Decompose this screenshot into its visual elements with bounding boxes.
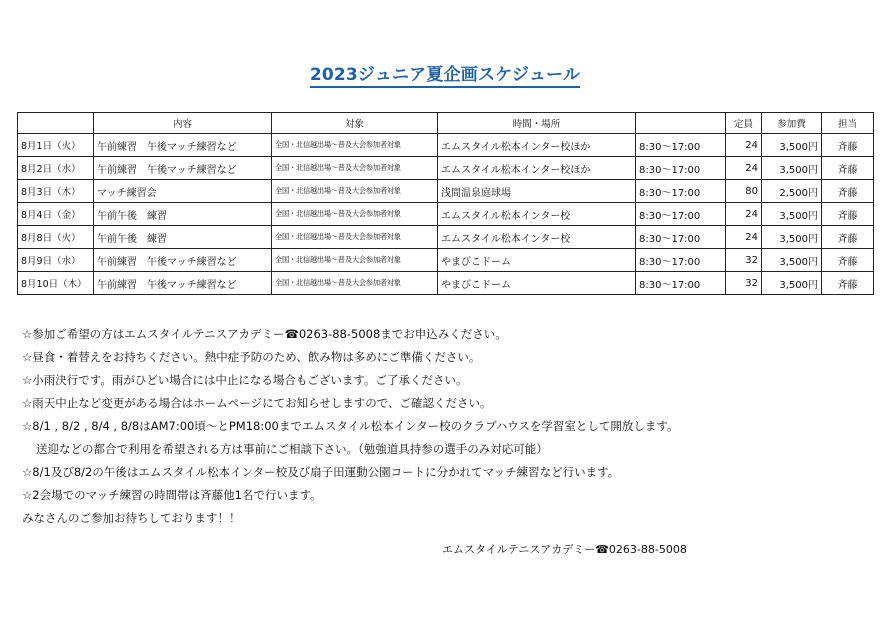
cell-fee: 3,500円 (762, 249, 822, 272)
cell-fee: 3,500円 (762, 157, 822, 180)
cell-date: 8月2日（水） (18, 157, 94, 180)
note-line: ☆雨天中止など変更がある場合はホームページにてお知らせしますので、ご確認ください。 (22, 396, 492, 410)
cell-time: 8:30～17:00 (636, 249, 726, 272)
note-line: ☆2会場でのマッチ練習の時間帯は斉藤他1名で行います。 (22, 488, 322, 502)
cell-time: 8:30～17:00 (636, 226, 726, 249)
table-row (18, 180, 874, 203)
cell-target: 全国・北信越出場～普及大会参加者対象 (272, 157, 438, 180)
page-title: 2023ジュニア夏企画スケジュール (0, 60, 890, 85)
cell-time: 8:30～17:00 (636, 157, 726, 180)
cell-time: 8:30～17:00 (636, 134, 726, 157)
note-line: 送迎などの都合で利用を希望される方は事前にご相談下さい。（勉強道具持参の選手のみ対応可能） (36, 442, 548, 456)
cell-place: エムスタイル松本インター校ほか (438, 157, 636, 180)
cell-staff: 斉藤 (822, 272, 874, 295)
cell-staff: 斉藤 (822, 249, 874, 272)
cell-target: 全国・北信越出場～普及大会参加者対象 (272, 249, 438, 272)
cell-capacity: 32 (726, 272, 762, 295)
header-time-place: 時間・場所 (438, 113, 636, 134)
cell-capacity: 32 (726, 249, 762, 272)
cell-fee: 3,500円 (762, 203, 822, 226)
closing-message: みなさんのご参加お待ちしております！！ (22, 511, 241, 525)
cell-date: 8月4日（金） (18, 203, 94, 226)
cell-date: 8月10日（木） (18, 272, 94, 295)
cell-date: 8月8日（火） (18, 226, 94, 249)
header-time (636, 113, 726, 134)
table-row (18, 272, 874, 295)
header-capacity: 定員 (726, 113, 762, 134)
schedule-table (17, 112, 874, 295)
cell-place: やまびこドーム (438, 249, 636, 272)
cell-staff: 斉藤 (822, 203, 874, 226)
cell-place: エムスタイル松本インター校 (438, 203, 636, 226)
cell-time: 8:30～17:00 (636, 203, 726, 226)
note-line: ☆8/1及び8/2の午後はエムスタイル松本インター校及び扇子田運動公園コートに分かれてマッチ練習など行います。 (22, 465, 620, 479)
note-line: ☆昼食・着替えをお持ちください。熱中症予防のため、飲み物は多めにご準備ください。 (22, 350, 481, 364)
table-header-row (18, 113, 874, 134)
cell-content: 午前練習 午後マッチ練習など (94, 249, 272, 272)
cell-time: 8:30～17:00 (636, 180, 726, 203)
cell-fee: 3,500円 (762, 272, 822, 295)
cell-capacity: 24 (726, 226, 762, 249)
cell-time: 8:30～17:00 (636, 272, 726, 295)
notes-section (22, 323, 872, 530)
cell-staff: 斉藤 (822, 180, 874, 203)
cell-target: 全国・北信越出場～普及大会参加者対象 (272, 180, 438, 203)
note-line: ☆8/1 , 8/2 , 8/4 , 8/8はAM7:00頃～とPM18:00までエムスタイル松本インター校のクラブハウスを学習室として開放します。 (22, 419, 679, 433)
table-row (18, 134, 874, 157)
cell-fee: 3,500円 (762, 226, 822, 249)
cell-content: 午前練習 午後マッチ練習など (94, 272, 272, 295)
note-line: ☆小雨決行です。雨がひどい場合には中止になる場合もございます。ご了承ください。 (22, 373, 468, 387)
header-staff: 担当 (822, 113, 874, 134)
cell-place: エムスタイル松本インター校ほか (438, 134, 636, 157)
cell-date: 8月9日（水） (18, 249, 94, 272)
cell-content: 午前練習 午後マッチ練習など (94, 157, 272, 180)
cell-capacity: 24 (726, 134, 762, 157)
table-row (18, 203, 874, 226)
cell-target: 全国・北信越出場～普及大会参加者対象 (272, 203, 438, 226)
cell-staff: 斉藤 (822, 134, 874, 157)
cell-fee: 3,500円 (762, 134, 822, 157)
header-fee: 参加費 (762, 113, 822, 134)
table-row (18, 226, 874, 249)
header-content: 内容 (94, 113, 272, 134)
cell-staff: 斉藤 (822, 157, 874, 180)
footer-contact: エムスタイルテニスアカデミー☎0263-88-5008 (442, 543, 687, 556)
cell-target: 全国・北信越出場～普及大会参加者対象 (272, 134, 438, 157)
cell-target: 全国・北信越出場～普及大会参加者対象 (272, 226, 438, 249)
cell-content: マッチ練習会 (94, 180, 272, 203)
cell-place: 浅間温泉庭球場 (438, 180, 636, 203)
cell-capacity: 24 (726, 203, 762, 226)
cell-target: 全国・北信越出場～普及大会参加者対象 (272, 272, 438, 295)
note-line: ☆参加ご希望の方はエムスタイルテニスアカデミー☎0263-88-5008までお申込みください。 (22, 327, 507, 341)
table-row (18, 157, 874, 180)
header-target: 対象 (272, 113, 438, 134)
table-row (18, 249, 874, 272)
cell-content: 午前練習 午後マッチ練習など (94, 134, 272, 157)
cell-staff: 斉藤 (822, 226, 874, 249)
header-date (18, 113, 94, 134)
cell-capacity: 24 (726, 157, 762, 180)
cell-fee: 2,500円 (762, 180, 822, 203)
cell-place: やまびこドーム (438, 272, 636, 295)
cell-content: 午前午後 練習 (94, 226, 272, 249)
cell-date: 8月1日（火） (18, 134, 94, 157)
cell-capacity: 80 (726, 180, 762, 203)
cell-content: 午前午後 練習 (94, 203, 272, 226)
cell-date: 8月3日（木） (18, 180, 94, 203)
cell-place: エムスタイル松本インター校 (438, 226, 636, 249)
